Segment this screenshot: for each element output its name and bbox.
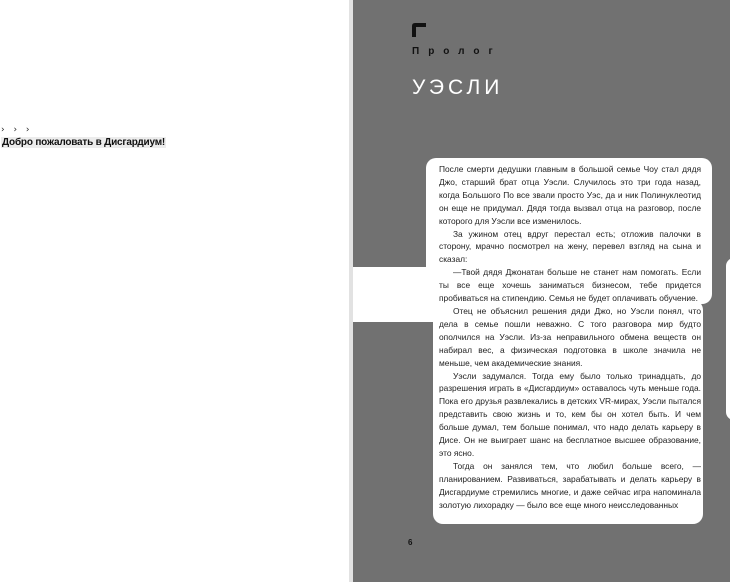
text-background-right-tab	[726, 258, 730, 420]
paragraph: После смерти дедушки главным в большой семье Чоу стал дядя Джо, старший брат отца Уэсли. Случилось это три года назад, когда Большого По все звали просто Уэс, да и ник Полинуклеотид он еще не придумал. Дядя тогда вызвал отца на разговор, после которого для Уэсли все изменилось.	[439, 164, 701, 226]
right-page	[353, 0, 730, 582]
welcome-text: Добро пожаловать в Дисгардиум!	[2, 137, 166, 148]
body-text	[439, 163, 701, 511]
paragraph: Отец не объяснил решения дяди Джо, но Уэсли понял, что дела в семье пошли неважно. С того разговора мир будто ополчился на Уэсли. Из-за неправильного обмена веществ он набирал вес, а физическая подготовка в школе значила не меньше, чем академические знания.	[439, 305, 701, 368]
paragraph: Тогда он занялся тем, что любил больше всего, — планированием. Развиваться, зарабатывать и делать карьеру в Дисгардиуме стремились многие, и даже сейчас игра напоминала золотую лихорадку — было все еще много неисследованных	[439, 460, 701, 510]
corner-mark-icon	[412, 23, 426, 37]
chapter-title: УЭСЛИ	[412, 76, 504, 99]
paragraph: За ужином отец вдруг перестал есть; отложив палочки в сторону, мрачно посмотрел на жену, перевел взгляд на сына и сказал:	[439, 228, 701, 265]
left-page	[0, 0, 352, 582]
chapter-label: Пролог	[412, 46, 502, 57]
paragraph: Уэсли задумался. Тогда ему было только тринадцать, до разрешения играть в «Дисгардиум» оставалось чуть меньше года. Пока его друзья развлекались в детских VR-мирах, Уэсли пытался представить свою жизнь и то, кем бы он хотел быть. И чем больше думал, тем больше понимал, что надо делать карьеру в Дисе. Он не выиграет шанс на бесплатное высшее образование, это ясно.	[439, 370, 701, 458]
paragraph: —Твой дядя Джонатан больше не станет нам помогать. Если ты все еще хочешь заниматься бизнесом, тебе придется пробиваться на стипендию. Семья не будет оплачивать обучение.	[439, 267, 701, 304]
arrows-decoration: › › ›	[1, 125, 33, 135]
page-number: 6	[408, 538, 413, 547]
